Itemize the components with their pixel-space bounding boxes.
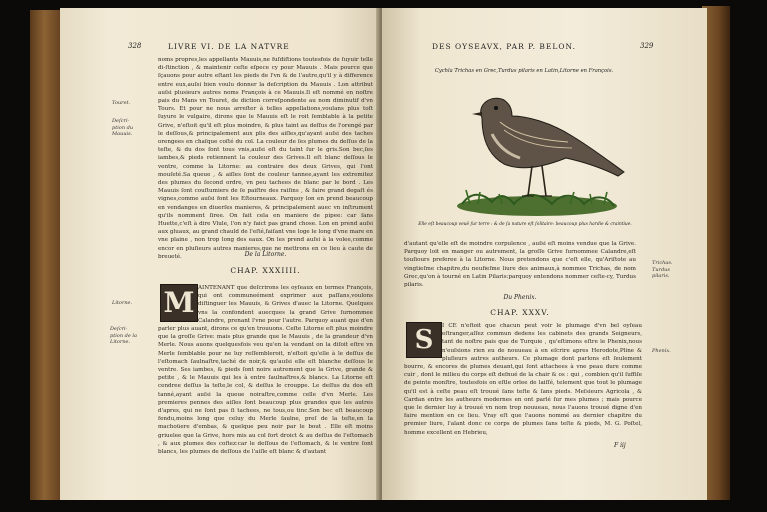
right-page [382, 8, 707, 500]
signature-mark: F iij [614, 442, 626, 449]
figure-title: Cychla Trichas en Grec,Turdus pilaris en Latin,Litorne en François. [434, 68, 614, 74]
section-subheading: De la Litorne. [244, 251, 287, 258]
paragraph: d'autant qu'elle eſt de moindre corpulence , auſsi eſt moins vendue que la Grive. Parquoy loit en manger ou autrement, la groſſe Grive ſurnommee Calandre,eſt touſiours preferee à la Litorne. Nous pretendons que c'eſt elle, qu'Ariſtote au vingtieſme chapitre,du neufieſme liure des animaux,à nommee Trichas, de nom Grec,qu'on à tourné en Latin Pilaris:parquoy entendons nommer ceſte-cy, Turdus pilaris. [404, 241, 636, 289]
figure-caption: Elle eſt beaucoup veuë ſur terre : & de ſa nature eſt ſolitaire: beaucoup plus hardie & craintiue. [418, 222, 632, 227]
paragraph: I CE n'eſtoit que chacun peut voir le plumage d'vn bel oyſeau eſtranger,aſſez commun dedens les cabinets des grands Seigneurs, tant de noſtre pais que de Turquie , qu'eſtimons eſtre le Phenix,nous n'euſsions rien eu de nouueau à en eſcrire apres Herodote,Pline & pluſieurs autres autheurs. Ce plumage dont parlons eſt ſeulement bourre, & encores de plumes deuant,qui ſont attachees à vne peau dure comme cuir , dont le milieu du corps eſt deſnué de la chair & os : qui , combien qu'il ſuffiſe de peinte monſtre, toutesfois on eſtle orlee de laiſſé, telement que tout le plumage qu'il est à ceſte peau eſt trouué ſans teſte & ſans pieds. Meſsieurs Agricola , & Cardan entre les autheurs modernes en ont parlé ſur mes plumes ; mais pource que le dernier luy à trouué vn nom trop nouueau, nous l'auons trouué digne d'en faire mention en ce lieu. Vray eſt que l'auons nommé au dernier chapitre du premier liure, l'alant donc ce corps de plumes ſans teſte & pieds, M. G. Poſtel, homme excellent en Hebrieu, [404, 323, 642, 436]
margin-note: Deſcri- ption du Mauuis. [112, 118, 134, 137]
margin-note: Litorne. [112, 300, 133, 306]
chapter-heading: CHAP. XXXIIII. [230, 266, 301, 275]
margin-note: Phenix. [652, 348, 671, 354]
page-number: 329 [640, 42, 654, 50]
drop-cap: M [160, 284, 198, 322]
running-head: LIVRE VI. DE LA NATVRE [168, 42, 290, 51]
paragraph: noms propres,les appellants Mauuis,ne fuſdiſtions toutesfois de ſuyuir telle di-ſtinction , & maintenir ceſte eſpece cy pour Mauuis . Mais pource que ſçauons pour autre eſtant les pieds de l'vn & de l'autre,qu'il y à difference entre eux,auſsi bien voulu donner la deſcription du Mauuis . Lon attribut auſsi plusieurs autres noms François à ce Mauuis.Il eſt nommé en noſtre pais du Mans vn Touret, de diction correſpondente au nom diminutif d'vn Tours. Et pour ne nous arreſter à telles appellations,voulans plus toſt ſuyure le vulgaire, dirons que le Mauuis eſt le roit ſemblable à la petite Grive, n'eſtoit qu'il eſt plus moindre, & plus taint au deſſus de l'orengé par le deſſous,& principalement aux plis des aiſles,qu'ayant auſsi des taches orengees en chaſque coſté du col. La couleur de ſes plumes du deſſus de la teſte, & du dos ſont tous vnis,auſsi eſt du taint ſur le gris.Son bec,ſes iambes,& pieds retiennent la couleur des Grives.Il eſt blanc deſſous le ventre, comme la Litorne: au contraire des deux Grives, qui l'ont mouſeté.Sa queue , & aiſles ſont de couleur tannee,ayant les extremitez des plumes du ſecond ordre, vn peu tachees de blanc par le bord . Les Mauuis ſont couſtumiers de ſe paiſtre des raiſins , & faire grand degaſt és vignes,comme auſsi font les Eſtourneaux. Parquoy lon en prend beaucoup en vendanges en diuerſes manieres, & principalement auec vn inſtrument qu'ils nomment ſiree. On fait cela en maniere de pipee: car ſans Huette,c'eſt à dire Vlule, l'on n'y faict pas grand chose. Lon en prend auſsi aux gluaux, au grand chauld de l'eſté,faiſant vne loge le long d'vne mare en vne plaine , non trop long des eaux. On les prend auſsi à la volee,comme encor en pluſieurs autres manieres,que ne mettrons en ce lieu à caute de breueté. [158, 57, 373, 260]
drop-cap: S [406, 322, 442, 358]
body-text-bottom [404, 322, 642, 440]
running-head: DES OYSEAVX, PAR P. BELON. [432, 42, 576, 51]
body-text-top [404, 240, 636, 289]
section-subheading: Du Phenix. [503, 294, 537, 301]
chapter-heading: CHAP. XXXV. [490, 308, 550, 317]
fieldfare-woodcut [442, 86, 632, 221]
margin-note: Touret. [112, 100, 131, 106]
page-number: 328 [128, 42, 142, 50]
paragraph: AINTENANT que deſcrirons les oyſeaux en termes François, qui ont communeément exprimer aux paſſans,voulons diſtinguer les Mauuis, & Grives d'auec la Litorne. Quelques vns la confondent auecques la grand Grive ſurnommee Calandre, prenant l'vne pour l'autre. Parquoy auant que d'en parler plus auant, dirons ce qu'en trouuons. Ceſte Litorne eſt plus moindre que la groſſe Grive: mais plus grande que le Mauuis , de la grandeur d'vn Merle. Nous auons quelquesfois veu qu'en la vendant on la diſoit eſtre vn Merle ſemblable pour ne luy reſſembleroit, n'eſtoit qu'elle à le deſſus de l'eſtomach ſaulnaſtre,taché de noir,& qu'auſsi elle eſt blanche deſſous le ventre. Ses iambes, & pieds ſont noirs autrement que la Grive, grande & petite , & le Mauuis qui les à entre ſaulnaſtres,& blancs. La Litorne eſt cendree deſſus la teſte,le col, & deſſus le crouppe. Le deſſus du dos eſt tanné,ayant auſsi la queue noiraſtre,comme celle d'vn Merle. Les premieres pennes des aiſles ſont beaucoup plus grandes que les autres d'apres, qui ne ſont pas ſi tachees, ne tous,ou tinc.Son bec eſt beaucoup fendu,moins long que celuy du Merle ſaulne, preſ de la teſte,en la machoüere d'embas, & quelque peu noir par le bout . Elle eſt moins griuelee que la Grive, hors mis au col fort droict & au deſſus de l'eſtomach , & aux plumes des coſtez:car le deſſous de l'eſtomach, & le ventre ſont blancs, les plumes de deſſous de l'aiſle eſt blanc & d'autant [158, 285, 373, 456]
open-book [30, 6, 710, 506]
left-page [60, 8, 380, 500]
margin-note: Deſcri- ption de la Litorne. [110, 326, 137, 345]
margin-note: Trichas. Turdus pilaris. [652, 260, 673, 279]
body-text-bottom [158, 284, 373, 456]
